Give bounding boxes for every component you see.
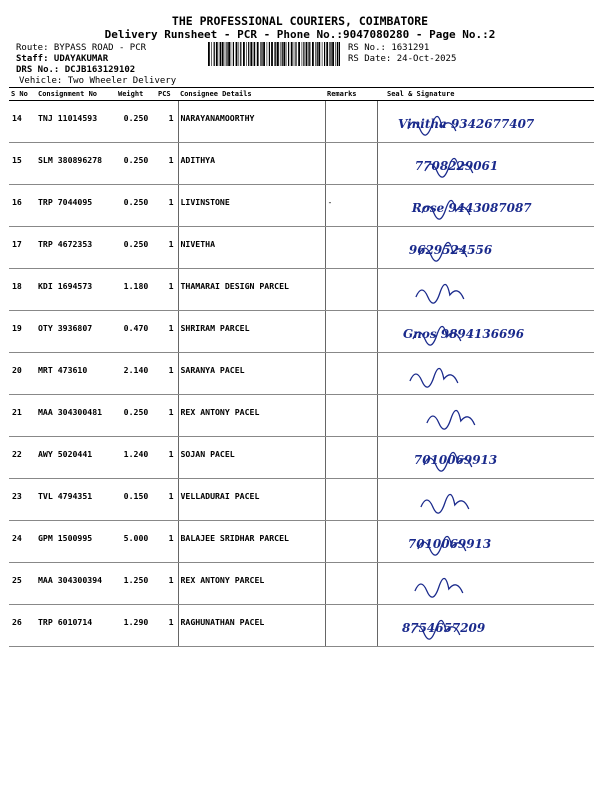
row-consignment-no: MAA 304300481 xyxy=(36,395,116,437)
handwritten-signature xyxy=(378,437,595,478)
table-row xyxy=(9,185,594,227)
row-signature xyxy=(377,353,594,395)
table-row xyxy=(9,143,594,185)
row-consignee: NARAYANAMOORTHY xyxy=(178,101,325,143)
row-remarks xyxy=(325,227,377,269)
row-sno: 22 xyxy=(9,437,36,479)
row-pcs: 1 xyxy=(156,521,178,563)
row-signature xyxy=(377,143,594,185)
row-consignment-no: MAA 304300394 xyxy=(36,563,116,605)
table-row xyxy=(9,479,594,521)
signature-text: 7708229061 xyxy=(414,158,498,173)
row-sno: 24 xyxy=(9,521,36,563)
table-row xyxy=(9,521,594,563)
row-consignee: BALAJEE SRIDHAR PARCEL xyxy=(178,521,325,563)
table-row xyxy=(9,311,594,353)
sheet-subtitle: Delivery Runsheet - PCR - Phone No.:9047080280 - Page No.:2 xyxy=(104,28,496,41)
row-remarks xyxy=(325,269,377,311)
row-consignment-no: TVL 4794351 xyxy=(36,479,116,521)
handwritten-signature xyxy=(378,353,595,394)
table-row xyxy=(9,563,594,605)
row-consignee: REX ANTONY PACEL xyxy=(178,395,325,437)
row-signature xyxy=(377,605,594,647)
row-weight: 0.150 xyxy=(116,479,156,521)
row-sno: 15 xyxy=(9,143,36,185)
signature-text: 9629524556 xyxy=(408,242,492,257)
row-consignee: SHRIRAM PARCEL xyxy=(178,311,325,353)
table-row xyxy=(9,605,594,647)
row-pcs: 1 xyxy=(156,605,178,647)
staff-label: Staff: UDAYAKUMAR xyxy=(16,54,109,64)
handwritten-signature xyxy=(378,395,595,436)
row-weight: 0.250 xyxy=(116,185,156,227)
table-row xyxy=(9,437,594,479)
row-pcs: 1 xyxy=(156,353,178,395)
row-weight: 0.250 xyxy=(116,227,156,269)
row-remarks xyxy=(325,395,377,437)
row-consignment-no: TRP 4672353 xyxy=(36,227,116,269)
row-remarks xyxy=(325,353,377,395)
row-pcs: 1 xyxy=(156,437,178,479)
row-weight: 5.000 xyxy=(116,521,156,563)
row-remarks: - xyxy=(325,185,377,227)
row-consignment-no: OTY 3936807 xyxy=(36,311,116,353)
row-consignment-no: TRP 7044095 xyxy=(36,185,116,227)
row-sno: 18 xyxy=(9,269,36,311)
handwritten-signature xyxy=(378,479,595,520)
col-consignment: Consignment No xyxy=(36,88,116,101)
row-weight: 1.290 xyxy=(116,605,156,647)
row-pcs: 1 xyxy=(156,311,178,353)
row-remarks xyxy=(325,521,377,563)
row-signature xyxy=(377,227,594,269)
handwritten-signature xyxy=(378,311,595,352)
col-sno: S No xyxy=(9,88,36,101)
signature-text: 7010069913 xyxy=(413,452,497,467)
row-pcs: 1 xyxy=(156,395,178,437)
signature-text: 8754657209 xyxy=(401,620,485,635)
row-weight: 1.180 xyxy=(116,269,156,311)
row-consignment-no: AWY 5020441 xyxy=(36,437,116,479)
runsheet-table xyxy=(9,87,594,647)
row-weight: 0.250 xyxy=(116,143,156,185)
signature-text: Gnos 9894136696 xyxy=(402,326,524,341)
row-consignee: THAMARAI DESIGN PARCEL xyxy=(178,269,325,311)
row-signature xyxy=(377,395,594,437)
col-weight: Weight xyxy=(116,88,156,101)
row-consignment-no: GPM 1500995 xyxy=(36,521,116,563)
handwritten-signature xyxy=(378,227,595,268)
col-consignee: Consignee Details xyxy=(178,88,325,101)
row-remarks xyxy=(325,563,377,605)
row-consignment-no: TNJ 11014593 xyxy=(36,101,116,143)
table-row xyxy=(9,395,594,437)
row-signature xyxy=(377,311,594,353)
row-consignee: SARANYA PACEL xyxy=(178,353,325,395)
row-consignee: VELLADURAI PACEL xyxy=(178,479,325,521)
row-signature xyxy=(377,479,594,521)
drs-number: DRS No.: DCJB163129102 xyxy=(16,65,136,75)
row-consignee: REX ANTONY PARCEL xyxy=(178,563,325,605)
row-remarks xyxy=(325,605,377,647)
row-pcs: 1 xyxy=(156,479,178,521)
col-remarks: Remarks xyxy=(325,88,377,101)
row-consignee: NIVETHA xyxy=(178,227,325,269)
rs-number: RS No.: 1631291 xyxy=(348,43,430,53)
row-sno: 17 xyxy=(9,227,36,269)
table-row xyxy=(9,353,594,395)
row-remarks xyxy=(325,437,377,479)
row-consignment-no: SLM 380896278 xyxy=(36,143,116,185)
row-pcs: 1 xyxy=(156,101,178,143)
rs-date: RS Date: 24-Oct-2025 xyxy=(348,54,457,64)
row-signature xyxy=(377,269,594,311)
row-consignee: LIVINSTONE xyxy=(178,185,325,227)
vehicle-label: Vehicle: Two Wheeler Delivery xyxy=(19,76,177,86)
row-consignee: SOJAN PACEL xyxy=(178,437,325,479)
row-consignment-no: TRP 6010714 xyxy=(36,605,116,647)
row-pcs: 1 xyxy=(156,563,178,605)
row-weight: 1.240 xyxy=(116,437,156,479)
handwritten-signature xyxy=(378,185,595,226)
row-signature xyxy=(377,563,594,605)
signature-text: Vinitha 9342677407 xyxy=(397,116,534,131)
row-weight: 0.470 xyxy=(116,311,156,353)
row-sno: 19 xyxy=(9,311,36,353)
handwritten-signature xyxy=(378,605,595,646)
row-remarks xyxy=(325,101,377,143)
row-sno: 26 xyxy=(9,605,36,647)
col-pcs: PCS xyxy=(156,88,178,101)
row-signature xyxy=(377,185,594,227)
table-header xyxy=(9,88,594,101)
row-remarks xyxy=(325,479,377,521)
signature-text: 7010069913 xyxy=(407,536,491,551)
row-sno: 16 xyxy=(9,185,36,227)
row-weight: 2.140 xyxy=(116,353,156,395)
row-consignment-no: MRT 473610 xyxy=(36,353,116,395)
row-remarks xyxy=(325,143,377,185)
route-label: Route: BYPASS ROAD - PCR xyxy=(16,43,147,53)
row-pcs: 1 xyxy=(156,227,178,269)
row-remarks xyxy=(325,311,377,353)
handwritten-signature xyxy=(378,521,595,562)
row-weight: 0.250 xyxy=(116,101,156,143)
row-pcs: 1 xyxy=(156,185,178,227)
table-row xyxy=(9,101,594,143)
table-row xyxy=(9,269,594,311)
handwritten-signature xyxy=(378,563,595,604)
row-signature xyxy=(377,437,594,479)
row-sno: 20 xyxy=(9,353,36,395)
row-signature xyxy=(377,101,594,143)
row-sno: 14 xyxy=(9,101,36,143)
row-consignee: RAGHUNATHAN PACEL xyxy=(178,605,325,647)
signature-text: Rose 9443087087 xyxy=(411,200,532,215)
col-signature: Seal & Signature xyxy=(377,88,594,101)
row-sno: 25 xyxy=(9,563,36,605)
barcode-icon xyxy=(208,42,340,66)
row-consignment-no: KDI 1694573 xyxy=(36,269,116,311)
row-consignee: ADITHYA xyxy=(178,143,325,185)
row-weight: 0.250 xyxy=(116,395,156,437)
sheet-title: THE PROFESSIONAL COURIERS, COIMBATORE xyxy=(171,14,429,28)
row-sno: 23 xyxy=(9,479,36,521)
row-signature xyxy=(377,521,594,563)
table-row xyxy=(9,227,594,269)
row-pcs: 1 xyxy=(156,143,178,185)
handwritten-signature xyxy=(378,143,595,184)
handwritten-signature xyxy=(378,269,595,310)
handwritten-signature xyxy=(378,101,595,142)
row-weight: 1.250 xyxy=(116,563,156,605)
row-sno: 21 xyxy=(9,395,36,437)
row-pcs: 1 xyxy=(156,269,178,311)
